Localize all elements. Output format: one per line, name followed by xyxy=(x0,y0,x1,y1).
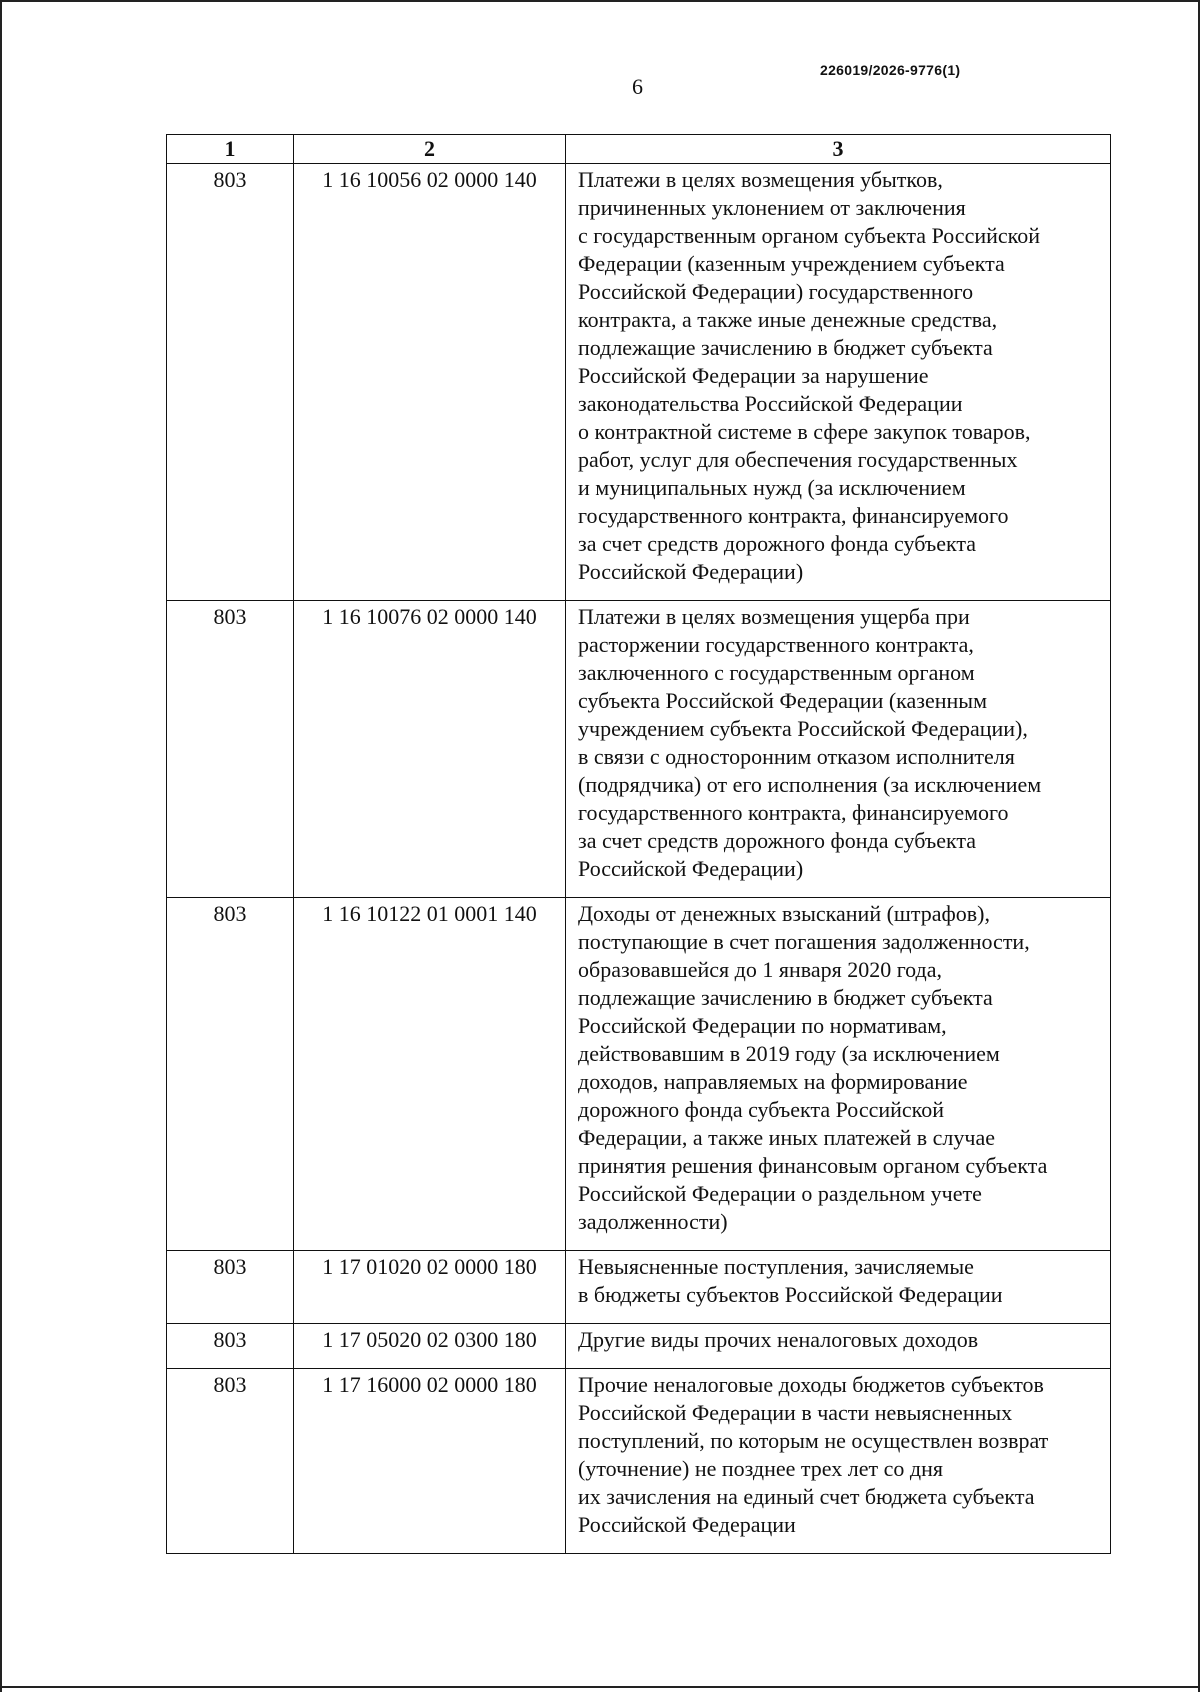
admin-code-cell: 803 xyxy=(167,601,294,898)
description-cell: Платежи в целях возмещения убытков, причиненных уклонением от заключения с государственным органом субъекта Российской Федерации (казенным учреждением субъекта Российской Федерации) государственного контракта, а также иные денежные средства, подлежащие зачислению в бюджет субъекта Российской Федерации за нарушение законодательства Российской Федерации о контрактной системе в сфере закупок товаров, работ, услуг для обеспечения государственных и муниципальных нужд (за исключением государственного контракта, финансируемого за счет средств дорожного фонда субъекта Российской Федерации) xyxy=(566,164,1111,601)
table-header-row xyxy=(167,135,1111,164)
admin-code-cell: 803 xyxy=(167,164,294,601)
admin-code-cell: 803 xyxy=(167,1369,294,1554)
column-header-3: 3 xyxy=(566,135,1111,164)
table-row xyxy=(167,601,1111,898)
description-cell: Платежи в целях возмещения ущерба при расторжении государственного контракта, заключенного с государственным органом субъекта Российской Федерации (казенным учреждением субъекта Российской Федерации), в связи с односторонним отказом исполнителя (подрядчика) от его исполнения (за исключением государственного контракта, финансируемого за счет средств дорожного фонда субъекта Российской Федерации) xyxy=(566,601,1111,898)
document-id: 226019/2026-9776(1) xyxy=(820,62,961,78)
revenue-codes-table xyxy=(166,134,1111,1554)
kbk-code-cell: 1 17 16000 02 0000 180 xyxy=(294,1369,566,1554)
description-cell: Доходы от денежных взысканий (штрафов), поступающие в счет погашения задолженности, образовавшейся до 1 января 2020 года, подлежащие зачислению в бюджет субъекта Российской Федерации по нормативам, действовавшим в 2019 году (за исключением доходов, направляемых на формирование дорожного фонда субъекта Российской Федерации, а также иных платежей в случае принятия решения финансовым органом субъекта Российской Федерации о раздельном учете задолженности) xyxy=(566,898,1111,1251)
column-header-1: 1 xyxy=(167,135,294,164)
page-frame-top xyxy=(0,0,1200,2)
page-number: 6 xyxy=(632,74,643,99)
kbk-code-cell: 1 17 01020 02 0000 180 xyxy=(294,1251,566,1324)
table-row xyxy=(167,1324,1111,1369)
description-cell: Другие виды прочих неналоговых доходов xyxy=(566,1324,1111,1369)
admin-code-cell: 803 xyxy=(167,1324,294,1369)
admin-code-cell: 803 xyxy=(167,898,294,1251)
table-row xyxy=(167,1251,1111,1324)
page-frame-left xyxy=(0,0,2,1692)
description-cell: Невыясненные поступления, зачисляемые в бюджеты субъектов Российской Федерации xyxy=(566,1251,1111,1324)
admin-code-cell: 803 xyxy=(167,1251,294,1324)
kbk-code-cell: 1 16 10056 02 0000 140 xyxy=(294,164,566,601)
kbk-code-cell: 1 16 10122 01 0001 140 xyxy=(294,898,566,1251)
description-cell: Прочие неналоговые доходы бюджетов субъектов Российской Федерации в части невыясненных поступлений, по которым не осуществлен возврат (уточнение) не позднее трех лет со дня их зачисления на единый счет бюджета субъекта Российской Федерации xyxy=(566,1369,1111,1554)
column-header-2: 2 xyxy=(294,135,566,164)
kbk-code-cell: 1 16 10076 02 0000 140 xyxy=(294,601,566,898)
page-frame-bottom xyxy=(0,1686,1200,1688)
table-row xyxy=(167,1369,1111,1554)
table-row xyxy=(167,164,1111,601)
kbk-code-cell: 1 17 05020 02 0300 180 xyxy=(294,1324,566,1369)
table-row xyxy=(167,898,1111,1251)
